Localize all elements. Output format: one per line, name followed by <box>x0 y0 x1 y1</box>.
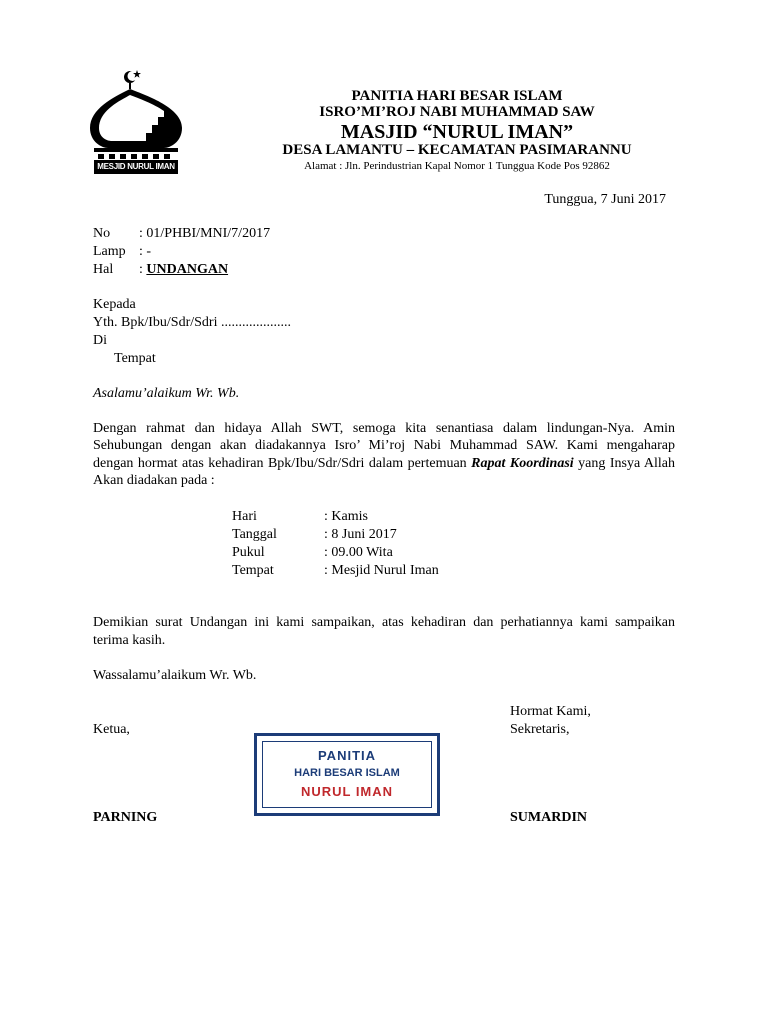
body-line-3-c: yang Insya Allah <box>573 456 676 471</box>
schedule-value-tempat: : Mesjid Nurul Iman <box>324 563 439 578</box>
signature-ketua-label: Ketua, <box>93 722 130 737</box>
recipient-kepada: Kepada <box>93 297 136 312</box>
signature-sekretaris-name: SUMARDIN <box>510 810 587 825</box>
closing-line-1: Demikian surat Undangan ini kami sampaikan, atas kehadiran dan perhatiannya kami sampaikan <box>93 615 675 630</box>
schedule-label-tanggal: Tanggal <box>232 527 277 542</box>
body-line-2: Sehubungan dengan akan diadakannya Isro’ Mi’roj Nabi Muhammad SAW. Kami mengaharap <box>93 438 675 453</box>
signature-ketua-name: PARNING <box>93 810 158 825</box>
opening-greeting: Asalamu’alaikum Wr. Wb. <box>93 386 240 401</box>
header-title: MASJID “NURUL IMAN” <box>340 121 574 143</box>
stamp-line-3: NURUL IMAN <box>300 784 394 799</box>
meta-hal-sep: : <box>139 262 147 277</box>
letter-date: Tunggua, 7 Juni 2017 <box>544 192 666 207</box>
committee-stamp <box>254 733 440 816</box>
body-highlight: Rapat Koordinasi <box>471 456 574 471</box>
header-line-2: ISRO’MI’ROJ NABI MUHAMMAD SAW <box>319 104 595 120</box>
meta-value-hal: UNDANGAN <box>146 262 229 277</box>
meta-label-hal: Hal <box>93 262 114 277</box>
header-line-1: PANITIA HARI BESAR ISLAM <box>351 88 563 104</box>
meta-label-lamp: Lamp <box>93 244 126 259</box>
recipient-tempat: Tempat <box>114 351 156 366</box>
body-line-4: Akan diadakan pada : <box>93 473 215 488</box>
meta-label-no: No <box>93 226 111 241</box>
body-line-1: Dengan rahmat dan hidaya Allah SWT, semoga kita senantiasa dalam lindungan-Nya. Amin <box>93 421 675 436</box>
schedule-value-hari: : Kamis <box>324 509 368 524</box>
meta-hal <box>139 262 228 278</box>
signature-hormat: Hormat Kami, <box>510 704 591 719</box>
meta-value-lamp: : - <box>139 244 152 259</box>
closing-greeting: Wassalamu’alaikum Wr. Wb. <box>93 668 257 683</box>
body-line-3 <box>93 456 675 472</box>
schedule-value-tanggal: : 8 Juni 2017 <box>324 527 397 542</box>
logo-caption: MESJID NURUL IMAN <box>97 162 175 171</box>
schedule-label-tempat: Tempat <box>232 563 274 578</box>
header-address: Alamat : Jln. Perindustrian Kapal Nomor 1 Tunggua Kode Pos 92862 <box>304 160 610 172</box>
header-location: DESA LAMANTU – KECAMATAN PASIMARANNU <box>282 142 632 158</box>
schedule-label-pukul: Pukul <box>232 545 265 560</box>
schedule-label-hari: Hari <box>232 509 257 524</box>
signature-sekretaris-label: Sekretaris, <box>510 722 570 737</box>
closing-line-2: terima kasih. <box>93 633 166 648</box>
body-line-3-a: dengan hormat atas kehadiran Bpk/Ibu/Sdr/Sdri dalam pertemuan <box>93 456 472 471</box>
meta-value-no: : 01/PHBI/MNI/7/2017 <box>139 226 271 241</box>
recipient-di: Di <box>93 333 107 348</box>
schedule-value-pukul: : 09.00 Wita <box>324 545 393 560</box>
stamp-line-2: HARI BESAR ISLAM <box>294 767 400 779</box>
recipient-yth: Yth. Bpk/Ibu/Sdr/Sdri .................... <box>93 315 291 330</box>
stamp-line-1: PANITIA <box>317 748 377 763</box>
